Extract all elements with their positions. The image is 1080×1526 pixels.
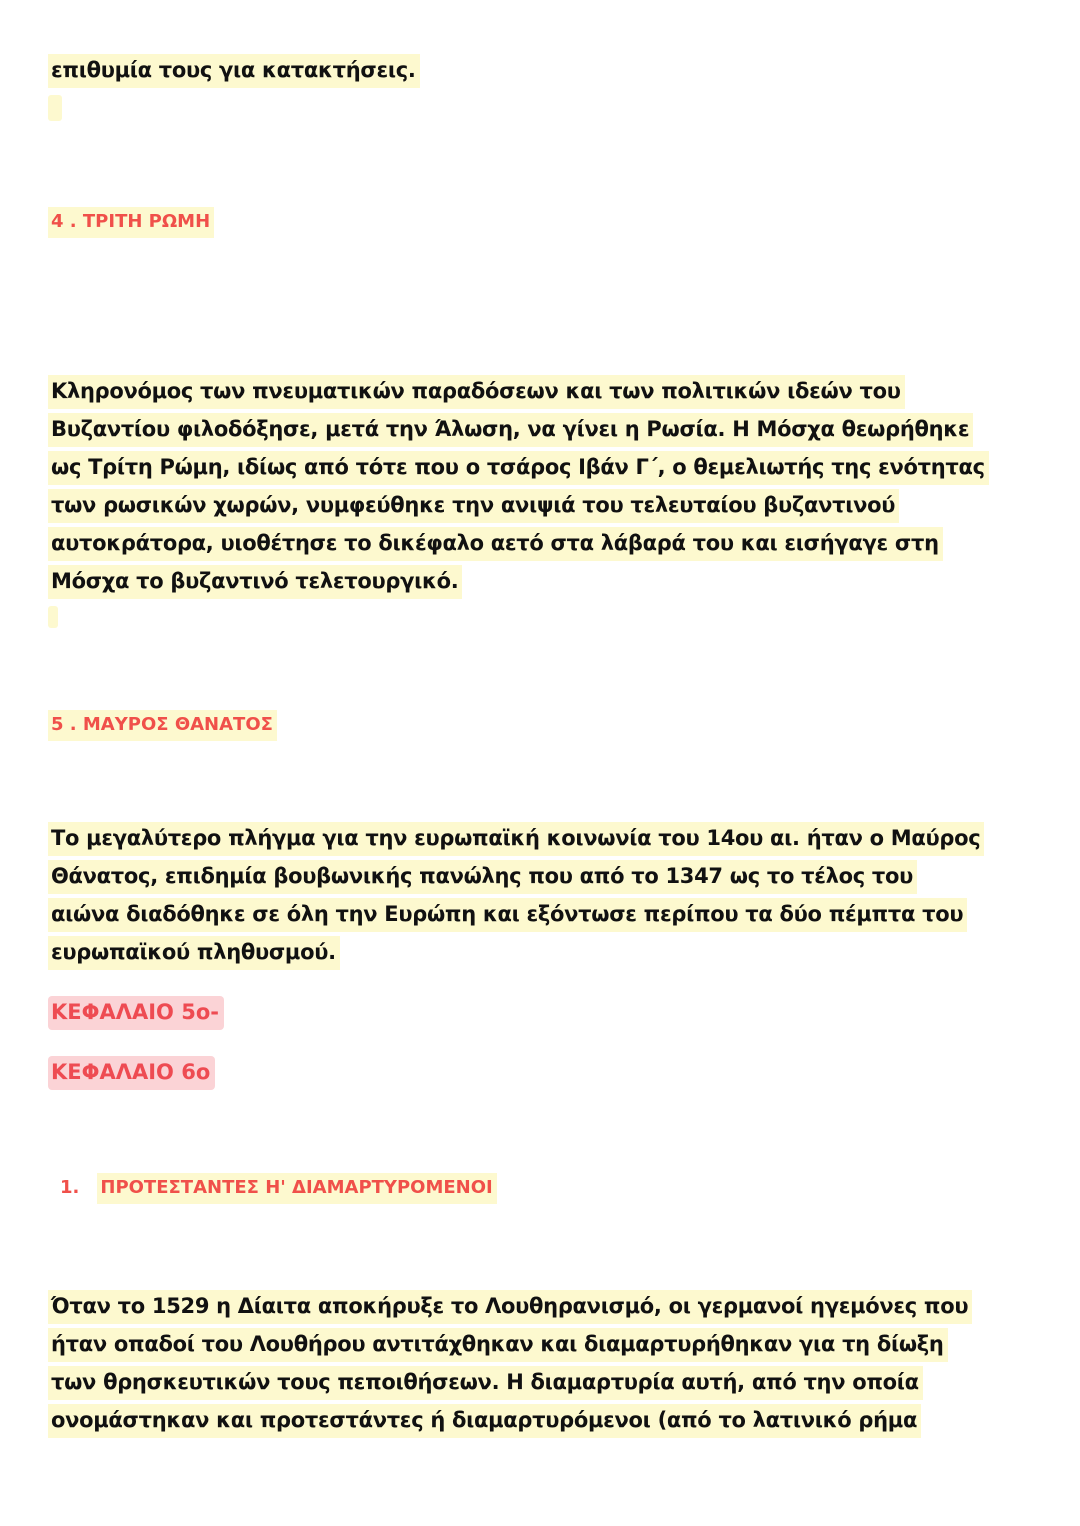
paragraph-black-death: Το μεγαλύτερο πλήγμα για την ευρωπαϊκή κοινωνία του 14ου αι. ήταν ο Μαύρος Θάνατος, επιδημία βουβωνικής πανώλης που από το 1347 ως το τέλος του αιώνα διαδόθηκε σε όλη την Ευρώπη και εξόντωσε περίπου τα δύο πέμπτα του ευρωπαϊκού πληθυσμού.: [48, 819, 984, 971]
empty-highlight: [48, 95, 62, 125]
paragraph-protestants: Όταν το 1529 η Δίαιτα αποκήρυξε το Λουθηρανισμό, οι γερμανοί ηγεμόνες που ήταν οπαδοί του Λουθήρου αντιτάχθηκαν και διαμαρτυρήθηκαν για τη δίωξη των θρησκευτικών τους πεποιθήσεων. Η διαμαρτυρία αυτή, από την οποία ονομάστηκαν και προτεστάντες ή διαμαρτυρόμενοι (από το λατινικό ρήμα: [48, 1287, 972, 1439]
section-heading-4: 4 . ΤΡΙΤΗ ΡΩΜΗ: [48, 203, 214, 241]
intro-line: επιθυμία τους για κατακτήσεις.: [48, 51, 420, 89]
section-heading-protestants: 1. ΠΡΟΤΕΣΤΑΝΤΕΣ Η' ΔΙΑΜΑΡΤΥΡΟΜΕΝΟΙ: [60, 1169, 497, 1207]
empty-highlight: [48, 606, 58, 632]
chapter-6-label: ΚΕΦΑΛΑΙΟ 6ο: [48, 1053, 215, 1091]
section-heading-5: 5 . ΜΑΥΡΟΣ ΘΑΝΑΤΟΣ: [48, 706, 277, 744]
chapter-5-label: ΚΕΦΑΛΑΙΟ 5ο-: [48, 993, 224, 1031]
paragraph-third-rome: Κληρονόμος των πνευματικών παραδόσεων και των πολιτικών ιδεών του Βυζαντίου φιλοδόξησε, μετά την Άλωση, να γίνει η Ρωσία. Η Μόσχα θεωρήθηκε ως Τρίτη Ρώμη, ιδίως από τότε που ο τσάρος Ιβάν Γ΄, ο θεμελιωτής της ενότητας των ρωσικών χωρών, νυμφεύθηκε την ανιψιά του τελευταίου βυζαντινού αυτοκράτορα, υιοθέτησε το δικέφαλο αετό στα λάβαρά του και εισήγαγε στη Μόσχα το βυζαντινό τελετουργικό.: [48, 372, 989, 600]
